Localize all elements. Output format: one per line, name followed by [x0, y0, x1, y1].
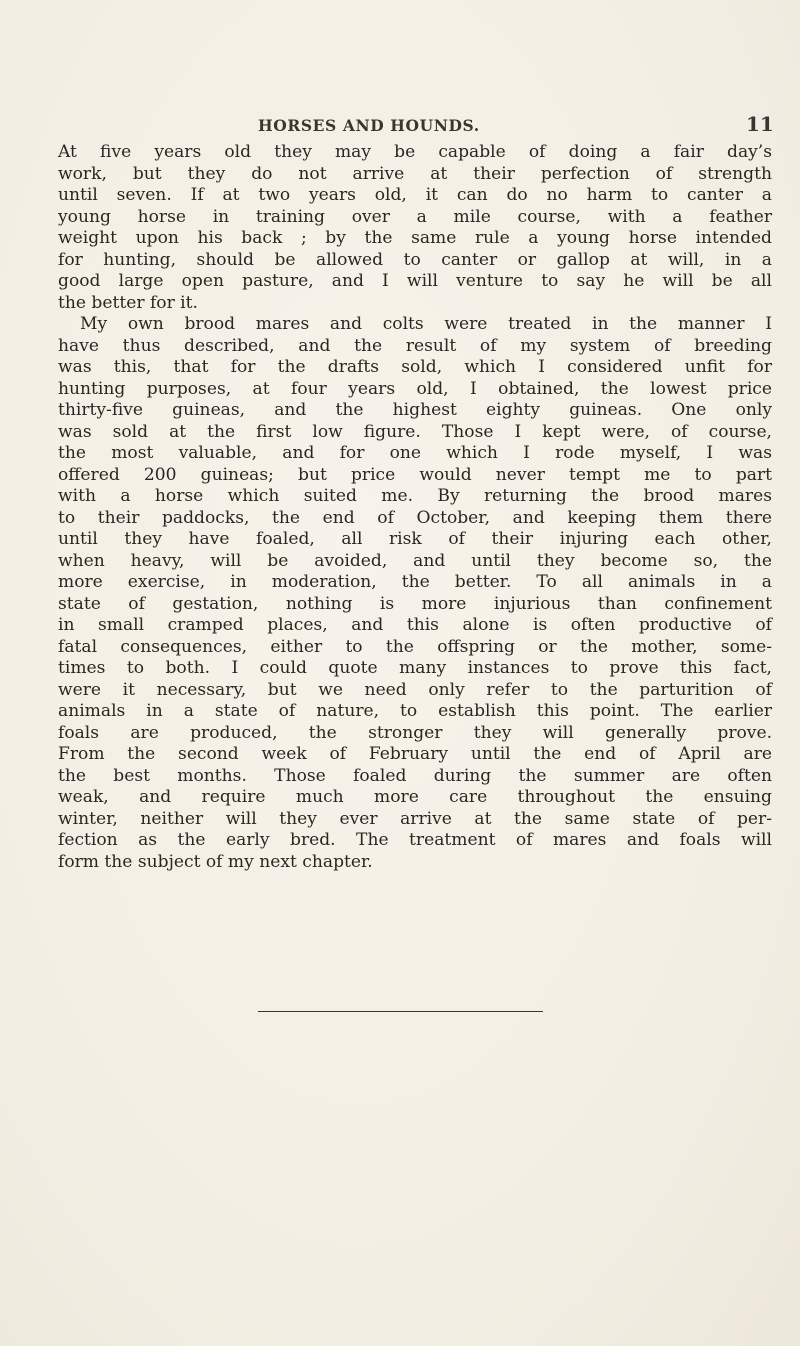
text-line: the most valuable, and for one which I rode myself, I was	[58, 443, 772, 463]
text-line: From the second week of February until the end of April are	[58, 744, 772, 764]
text-line: foals are produced, the stronger they will generally prove.	[58, 722, 772, 743]
text-line: young horse in training over a mile course, with a feather	[58, 206, 772, 227]
text-line: to their paddocks, the end of October, and keeping them there	[58, 507, 772, 528]
text-line: in small cramped places, and this alone is often productive of	[58, 615, 772, 635]
text-line: winter, neither will they ever arrive at the same state of per-	[58, 808, 772, 829]
text-line: the better for it.	[58, 292, 198, 313]
end-of-chapter-rule	[258, 1011, 543, 1012]
text-line: when heavy, will be avoided, and until they become so, the	[58, 550, 772, 571]
text-line: was this, that for the drafts sold, which I considered unfit for	[58, 357, 772, 377]
text-line: have thus described, and the result of my system of breeding	[58, 335, 772, 356]
paragraph-1	[58, 142, 772, 314]
text-line: thirty-five guineas, and the highest eighty guineas. One only	[58, 400, 772, 420]
text-line: work, but they do not arrive at their perfection of strength	[58, 163, 772, 184]
text-line: until they have foaled, all risk of their injuring each other,	[58, 529, 772, 549]
text-line: times to both. I could quote many instances to prove this fact,	[58, 658, 772, 678]
text-line: until seven. If at two years old, it can do no harm to canter a	[58, 185, 772, 205]
text-line: the best months. Those foaled during the summer are often	[58, 765, 772, 786]
running-title: HORSES AND HOUNDS.	[258, 116, 480, 135]
text-line: hunting purposes, at four years old, I obtained, the lowest price	[58, 378, 772, 399]
body-text	[58, 142, 772, 873]
text-line: were it necessary, but we need only refer to the parturition of	[58, 679, 772, 700]
text-line: weight upon his back ; by the same rule a young horse intended	[58, 228, 772, 248]
text-line: more exercise, in moderation, the better. To all animals in a	[58, 572, 772, 592]
text-line: with a horse which suited me. By returning the brood mares	[58, 486, 772, 506]
text-line: state of gestation, nothing is more injurious than confinement	[58, 593, 772, 614]
text-line: form the subject of my next chapter.	[58, 851, 373, 872]
text-line: fatal consequences, either to the offspring or the mother, some-	[58, 636, 772, 657]
text-line: animals in a state of nature, to establish this point. The earlier	[58, 701, 772, 721]
text-line: for hunting, should be allowed to canter or gallop at will, in a	[58, 249, 772, 270]
page-number: 11	[746, 112, 774, 136]
text-line: offered 200 guineas; but price would never tempt me to part	[58, 464, 772, 485]
text-line: weak, and require much more care throughout the ensuing	[58, 787, 772, 807]
paragraph-2	[58, 314, 772, 873]
text-line: At five years old they may be capable of doing a fair day’s	[58, 142, 772, 162]
text-line: was sold at the first low figure. Those I kept were, of course,	[58, 421, 772, 442]
text-line: good large open pasture, and I will venture to say he will be all	[58, 271, 772, 291]
text-line: My own brood mares and colts were treated in the manner I	[80, 314, 772, 334]
text-line: fection as the early bred. The treatment of mares and foals will	[58, 830, 772, 850]
